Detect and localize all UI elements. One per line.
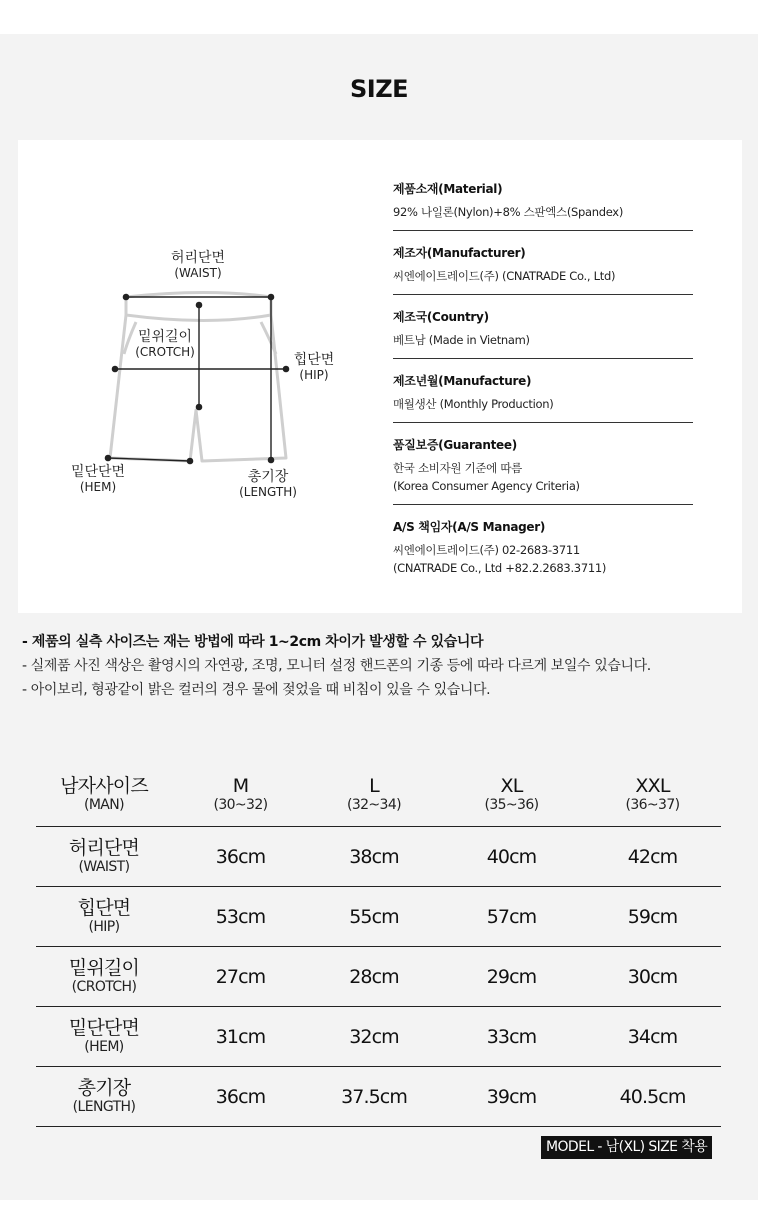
table-row-crotch bbox=[36, 947, 721, 1007]
table-cell: 39cm bbox=[439, 1067, 584, 1127]
size-table-header-row bbox=[36, 762, 721, 827]
spec-as-manager: A/S 책임자(A/S Manager) 씨엔에이트레이드(주) 02-2683-3711 (CNATRADE Co., Ltd +82.2.2683.3711) bbox=[393, 520, 607, 575]
table-cell: 30cm bbox=[584, 947, 721, 1007]
note-measurement-tolerance: - 제품의 실측 사이즈는 재는 방법에 따라 1~2cm 차이가 발생할 수 있습니다 bbox=[22, 634, 484, 650]
table-cell: 27cm bbox=[172, 947, 309, 1007]
row-label: 총기장 (LENGTH) bbox=[36, 1067, 172, 1127]
spec-country: 제조국(Country) 베트남 (Made in Vietnam) bbox=[393, 308, 693, 359]
row-label: 허리단면 (WAIST) bbox=[36, 827, 172, 887]
size-notes bbox=[22, 630, 742, 702]
size-header-xxl: XXL (36~37) bbox=[584, 762, 721, 827]
table-cell: 36cm bbox=[172, 1067, 309, 1127]
row-label: 밑위길이 (CROTCH) bbox=[36, 947, 172, 1007]
section-title: SIZE bbox=[349, 75, 408, 103]
table-cell: 40.5cm bbox=[584, 1067, 721, 1127]
table-cell: 37.5cm bbox=[309, 1067, 439, 1127]
row-label: 힙단면 (HIP) bbox=[36, 887, 172, 947]
table-cell: 29cm bbox=[439, 947, 584, 1007]
size-header-xl: XL (35~36) bbox=[439, 762, 584, 827]
table-cell: 31cm bbox=[172, 1007, 309, 1067]
table-row-hip bbox=[36, 887, 721, 947]
crotch-label: 밑위길이 (CROTCH) bbox=[135, 329, 195, 359]
size-table bbox=[36, 762, 721, 1127]
table-cell: 59cm bbox=[584, 887, 721, 947]
table-row-length bbox=[36, 1067, 721, 1127]
table-cell: 40cm bbox=[439, 827, 584, 887]
table-cell: 53cm bbox=[172, 887, 309, 947]
spec-material: 제품소재(Material) 92% 나일론(Nylon)+8% 스판엑스(Spandex) bbox=[393, 180, 693, 231]
note-color-variation: - 실제품 사진 색상은 촬영시의 자연광, 조명, 모니터 설정 핸드폰의 기종 등에 따라 다르게 보일수 있습니다. bbox=[22, 658, 651, 674]
table-cell: 57cm bbox=[439, 887, 584, 947]
row-label: 밑단단면 (HEM) bbox=[36, 1007, 172, 1067]
spec-manufacturer: 제조자(Manufacturer) 씨엔에이트레이드(주) (CNATRADE Co., Ltd) bbox=[393, 244, 693, 295]
hem-label: 밑단단면 (HEM) bbox=[70, 464, 126, 494]
product-spec-list bbox=[393, 180, 693, 599]
size-header-m: M (30~32) bbox=[172, 762, 309, 827]
shorts-measurement-diagram bbox=[18, 140, 378, 613]
waist-label: 허리단면 (WAIST) bbox=[170, 250, 226, 280]
length-label: 총기장 (LENGTH) bbox=[239, 469, 297, 499]
spec-guarantee: 품질보증(Guarantee) 한국 소비자원 기준에 따름 (Korea Consumer Agency Criteria) bbox=[393, 436, 693, 505]
table-row-hem bbox=[36, 1007, 721, 1067]
table-cell: 28cm bbox=[309, 947, 439, 1007]
size-header-l: L (32~34) bbox=[309, 762, 439, 827]
size-header-man: 남자사이즈 (MAN) bbox=[36, 762, 172, 827]
table-row-waist bbox=[36, 827, 721, 887]
product-info-card bbox=[18, 140, 742, 613]
table-cell: 32cm bbox=[309, 1007, 439, 1067]
spec-manufacture-date: 제조년월(Manufacture) 매월생산 (Monthly Production) bbox=[393, 372, 693, 423]
hip-label: 힙단면 (HIP) bbox=[293, 352, 335, 382]
table-cell: 55cm bbox=[309, 887, 439, 947]
table-cell: 36cm bbox=[172, 827, 309, 887]
note-bright-color-transparency: - 아이보리, 형광같이 밝은 컬러의 경우 물에 젖었을 때 비침이 있을 수 있습니다. bbox=[22, 682, 491, 698]
model-size-badge: MODEL - 남(XL) SIZE 착용 bbox=[541, 1136, 712, 1159]
table-cell: 33cm bbox=[439, 1007, 584, 1067]
table-cell: 34cm bbox=[584, 1007, 721, 1067]
table-cell: 42cm bbox=[584, 827, 721, 887]
table-cell: 38cm bbox=[309, 827, 439, 887]
